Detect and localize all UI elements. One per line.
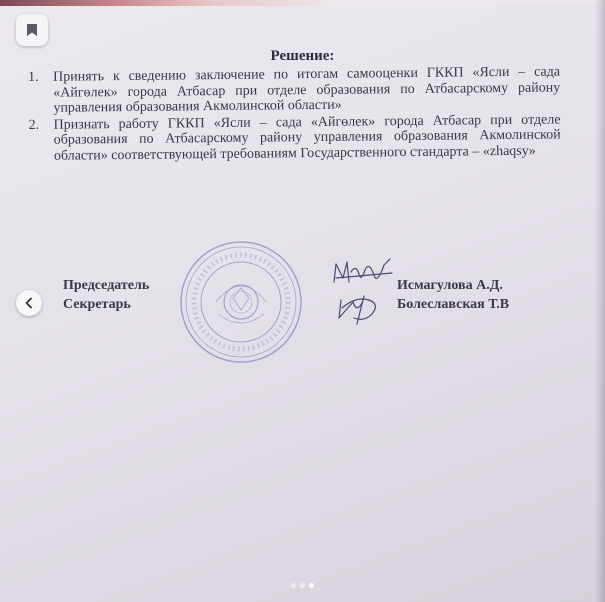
pagination-dot-active[interactable]: [309, 583, 314, 588]
previous-image-button[interactable]: [16, 290, 42, 316]
decision-item: [28, 112, 560, 164]
decision-item: [28, 64, 560, 116]
item-number: 1.: [28, 69, 39, 85]
secretary-name: Болеславская Т.В: [397, 297, 510, 312]
decision-list: [28, 64, 561, 164]
bookmark-icon: [26, 23, 38, 37]
signatory-names: [397, 276, 509, 314]
signatory-roles: [63, 276, 149, 314]
pagination-dot[interactable]: [300, 583, 305, 588]
official-stamp: [178, 240, 304, 364]
item-text: Признать работу ГККП «Ясли – сада «Айгөлек» города Атбасар при отделе образования по Атбасарскому району управления образования Акмолинской области» соответствующей требованиям Государственного стандарта – «zhaqsy»: [53, 111, 561, 164]
carousel-pagination: [0, 583, 605, 588]
chairman-label: Председатель: [63, 278, 150, 293]
decision-title: Решение:: [270, 48, 335, 64]
paper-edge-shadow: [595, 0, 605, 602]
item-number: 2.: [28, 117, 40, 133]
chevron-left-icon: [24, 297, 34, 309]
item-text: Принять к сведению заключение по итогам самооценки ГККП «Ясли – сада «Айгөлек» города Атбасар при отделе образования по Атбасарскому району управления образования Акмолинской области»: [52, 64, 561, 116]
handwritten-signatures: [328, 256, 398, 328]
pagination-dot[interactable]: [291, 583, 296, 588]
secretary-label: Секретарь: [63, 297, 131, 312]
chairman-name: Исмагулова А.Д.: [397, 278, 503, 293]
bookmark-button[interactable]: [16, 14, 48, 46]
